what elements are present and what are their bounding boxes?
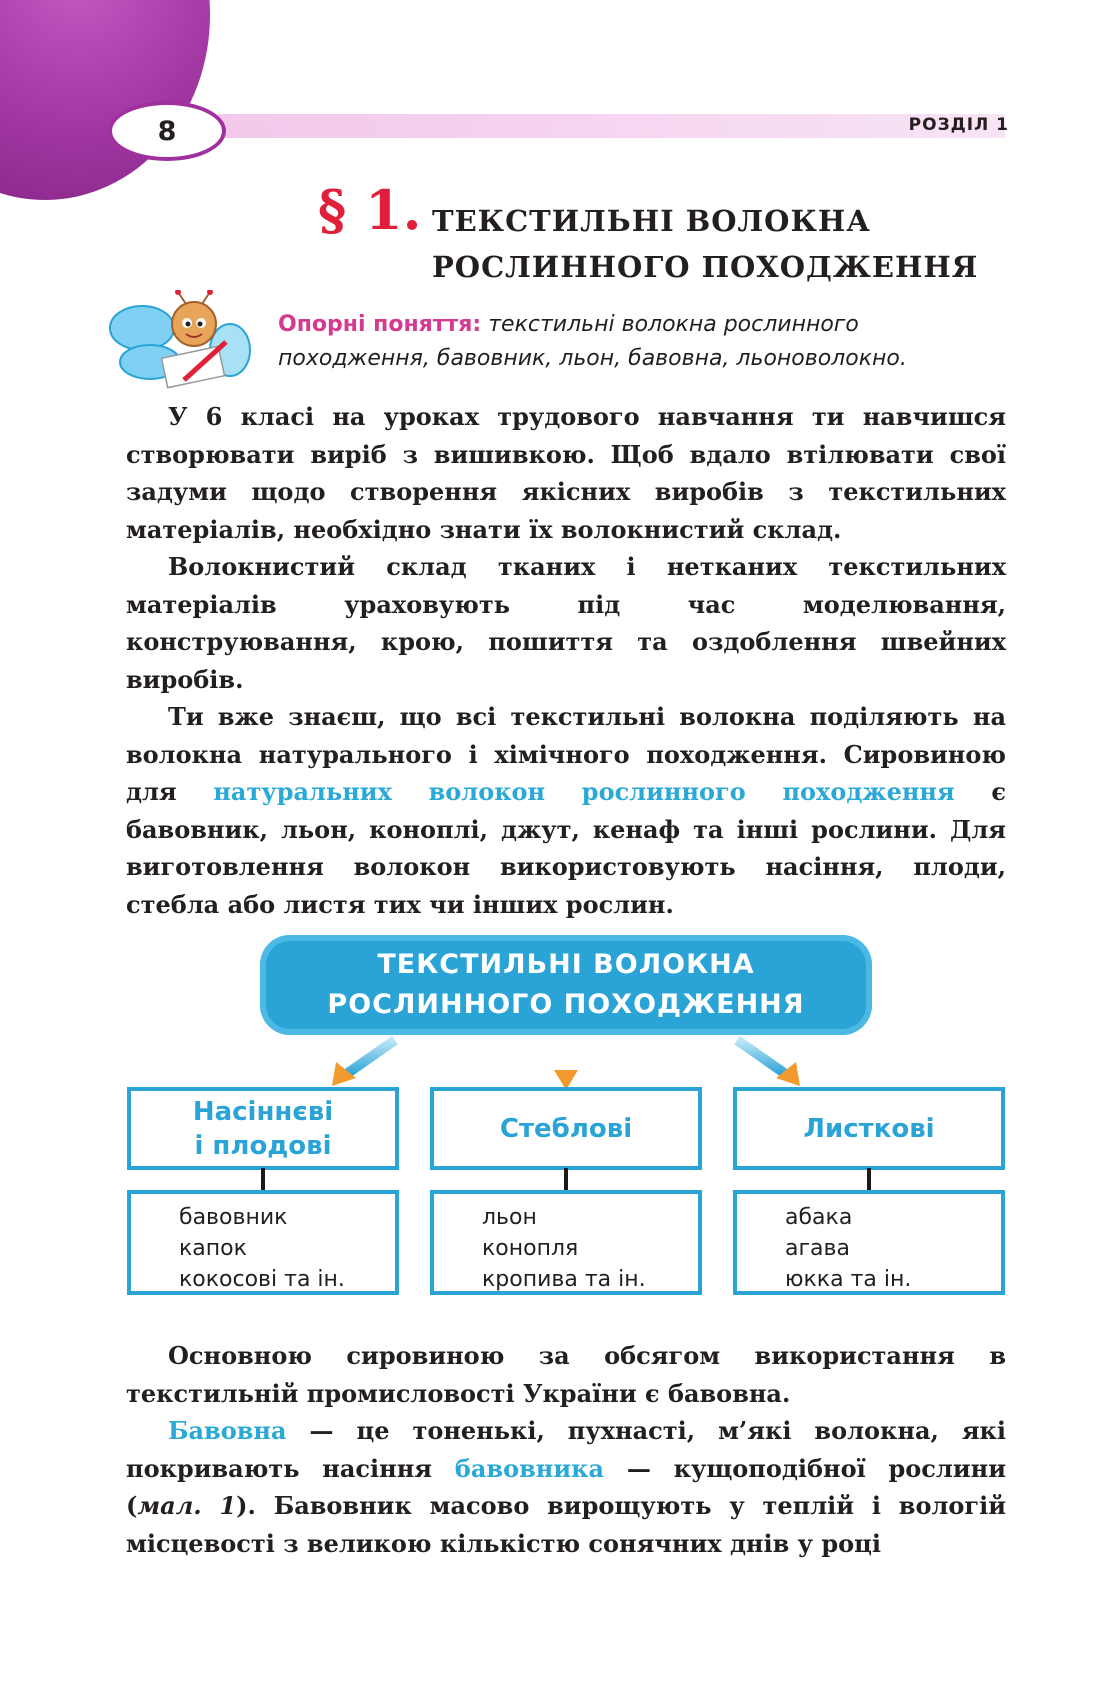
diagram-root — [260, 935, 872, 1035]
term-natural-fibers: натуральних волокон рослинного походження — [213, 777, 955, 806]
connector-line — [261, 1168, 265, 1190]
diagram-root-line-1: ТЕКСТИЛЬНІ ВОЛОКНА — [377, 949, 755, 980]
paragraph-5-part-c: ). Бавовник масово вирощують у теплій і вологій місцевості з великою кількістю сонячних днів у році — [126, 1491, 1007, 1558]
bee-mascot-icon — [104, 290, 254, 390]
paragraph-5 — [126, 1412, 1006, 1562]
category-seed-fruit — [127, 1087, 399, 1170]
category-label-line-2: і плодові — [194, 1130, 332, 1161]
paragraph-1: У 6 класі на уроках трудового навчання ти навчишся створювати виріб з вишивкою. Щоб вдало втілювати свої задуми щодо створення якісних виробів з текстильних матеріалів, необхідно знати їх волокнистий склад. — [126, 402, 1006, 544]
paragraph-3-part-a: Ти вже знаєш, що всі текстильні волокна поділяють на волокна натурального і хімічного походження. Сировиною для — [126, 702, 1006, 806]
page-number: 8 — [108, 101, 226, 161]
corner-decoration — [0, 0, 210, 200]
paragraph-4: Основною сировиною за обсягом використання в текстильній промисловості України є бавовна. — [126, 1341, 1006, 1408]
category-label: Листкові — [803, 1113, 935, 1144]
term-cotton-plant: бавовника — [454, 1453, 604, 1483]
list-item: юкка та ін. — [785, 1267, 912, 1292]
paragraph-number: § 1. — [318, 178, 422, 242]
list-item: бавовник — [179, 1205, 288, 1230]
page-title — [432, 198, 978, 290]
list-item: конопля — [482, 1236, 579, 1261]
key-concepts-text: текстильні волокна рослинного походження, бавовник, льон, бавовна, льоноволокно. — [278, 312, 907, 371]
examples-seed-fruit — [127, 1190, 399, 1295]
category-label-line-1: Насіннєві — [192, 1096, 334, 1127]
list-item: кропива та ін. — [482, 1267, 646, 1292]
list-item: абака — [785, 1205, 853, 1230]
body-text-top — [126, 398, 1006, 923]
list-item: льон — [482, 1205, 537, 1230]
category-label: Стеблові — [499, 1113, 633, 1144]
body-text-bottom — [126, 1337, 1006, 1562]
paragraph-5-part-a: — це тоненькі, пухнасті, м’які волокна, які покривають насіння — [126, 1416, 1006, 1483]
term-cotton: Бавовна — [168, 1416, 287, 1445]
title-line-2: РОСЛИННОГО ПОХОДЖЕННЯ — [432, 250, 979, 284]
paragraph-3-part-b: є бавовник, льон, коноплі, джут, кенаф та інші рослини. Для виготовлення волокон використовують насіння, плоди, стебла або листя тих чи інших рослин. — [126, 777, 1007, 919]
figure-reference: мал. 1 — [137, 1491, 237, 1520]
category-leaf — [733, 1087, 1005, 1170]
key-concepts-label: Опорні поняття: — [278, 312, 482, 337]
header-strip — [215, 114, 1005, 138]
list-item: капок — [179, 1236, 247, 1261]
diagram-root-line-2: РОСЛИННОГО ПОХОДЖЕННЯ — [327, 989, 805, 1020]
title-line-1: ТЕКСТИЛЬНІ ВОЛОКНА — [432, 204, 871, 238]
arrow-middle-icon — [554, 1040, 578, 1090]
connector-line — [564, 1168, 568, 1190]
paragraph-2: Волокнистий склад тканих і нетканих текстильних матеріалів ураховують під час моделювання, конструювання, крою, пошиття та оздоблення швейних виробів. — [126, 552, 1006, 694]
examples-leaf — [733, 1190, 1005, 1295]
paragraph-5-part-b: — кущоподібної рослини ( — [126, 1453, 1006, 1520]
list-item: агава — [785, 1236, 850, 1261]
connector-line — [867, 1168, 871, 1190]
examples-stem — [430, 1190, 702, 1295]
arrow-right-icon — [737, 1040, 800, 1086]
section-label: РОЗДІЛ 1 — [908, 115, 1009, 135]
arrow-left-icon — [332, 1040, 395, 1086]
list-item: кокосові та ін. — [179, 1267, 345, 1292]
key-concepts — [278, 308, 1008, 376]
category-stem — [430, 1087, 702, 1170]
paragraph-3 — [126, 698, 1006, 923]
